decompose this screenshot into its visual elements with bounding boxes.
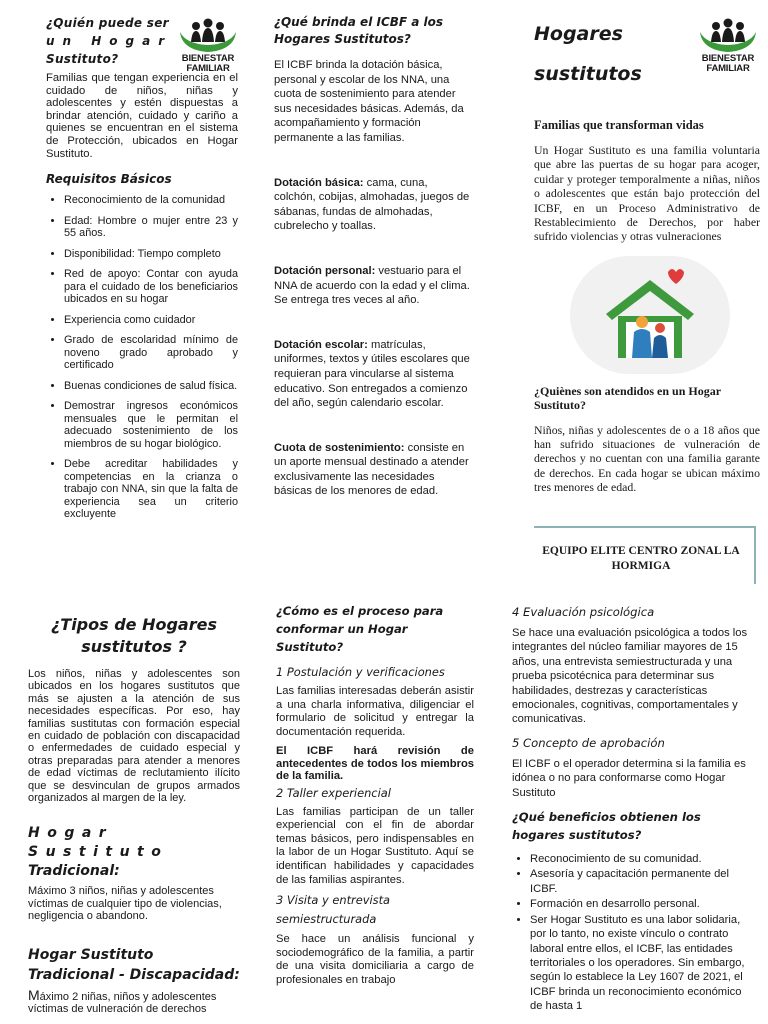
column-who-can-be [46, 14, 238, 574]
who-text: Familias que tengan experiencia en el cuidado de niños, niñas y adolescentes y estén dispuestas a brindar atención, cuidado y cariño a quienes se encuentran en el sistema de Protección, ubicados en Hogar Sustituto. [46, 72, 238, 160]
disability-text: Máximo 2 niñas, niños y adolescentes víctimas de vulneración de derechos [28, 986, 217, 1016]
step-2-title: 2 Taller experiencial [276, 785, 391, 800]
who-heading: ¿Quién puede ser un Hogar Sustituto? [46, 16, 173, 66]
cover-subtitle: Familias que transforman vidas [534, 118, 704, 132]
requirements-title: Requisitos Básicos [46, 172, 172, 187]
house-family-illustration [570, 256, 730, 374]
list-item: • Experiencia como cuidador [64, 314, 238, 327]
list-item: • Reconocimiento de la comunidad [64, 194, 238, 207]
types-title: ¿Tipos de Hogares sustitutos ? [51, 615, 217, 656]
list-item: • Asesoría y capacitación permanente del ICBF. [530, 867, 748, 896]
item-personal: Dotación personal: vestuario para el NNA de acuerdo con la edad y el clima. Se entrega tres veces al año. [274, 264, 470, 307]
column-what-icbf-provides [274, 14, 470, 574]
step-3-title: 3 Visita y entrevista semiestructurada [276, 893, 391, 927]
traditional-heading: Hogar Sustituto Tradicional: [28, 825, 169, 880]
who-attended-text: Niños, niñas y adolescentes de o a 18 años que han sufrido situaciones de vulneración de derechos y no cuentan con una familia garante de derechos. En cada hogar se ubican máximo tres menores de edad. [534, 422, 760, 495]
step-4-title: 4 Evaluación psicológica [512, 605, 655, 619]
process-heading: ¿Cómo es el proceso para conformar un Hogar Sustituto? [276, 604, 444, 654]
step-4-text: Se hace una evaluación psicológica a todos los integrantes del núcleo familiar mayores de 15 años, una entrevista semiestructurada y una prueba psicotécnica para determinar sus habilidades, destrezas y características emocionales, cognitivas, comportamentales y comunicativas. [512, 627, 748, 726]
step-1-text: Las familias interesadas deberán asistir a una charla informativa, diligenciar el formulario de solicitud y entregar la documentación requerida. [276, 685, 474, 738]
list-item: • Edad: Hombre o mujer entre 23 y 55 años. [64, 215, 238, 240]
step-3-text: Se hace un análisis funcional y sociodemográfico de la familia, a partir de una visita domiciliaria a cargo de profesionales en trabajo [276, 933, 474, 986]
logo-text-line1: BIENESTAR [701, 53, 755, 64]
provides-intro: El ICBF brinda la dotación básica, personal y escolar de los NNA, una cuota de sostenimiento para atender sus necesidades básicas. Además, da acompañamiento y formación permanente a las familias. [274, 59, 464, 144]
requirements-list [46, 194, 238, 521]
list-item: • Grado de escolaridad mínimo de noveno grado aprobado y certificado [64, 334, 238, 372]
heart-icon [668, 269, 684, 284]
list-item: • Formación en desarrollo personal. [530, 897, 748, 911]
team-box: EQUIPO ELITE CENTRO ZONAL LA HORMIGA [534, 526, 756, 584]
logo-text-line2: FAMILIAR [706, 62, 750, 74]
logo-text-line1: BIENESTAR [181, 53, 235, 64]
who-attended-heading: ¿Quiènes son atendidos en un Hogar Sustituto? [534, 383, 721, 413]
item-basic: Dotación básica: cama, cuna, colchón, cobijas, almohadas, juegos de sábanas, fundas de almohadas, cubrelecho y toallas. [274, 176, 470, 233]
column-types [28, 614, 240, 1024]
cover-intro: Un Hogar Sustituto es una familia voluntaria que abre las puertas de su hogar para acoger, cuidar y proteger temporalmente a niñas, niños o adolescentes que están bajo protección del ICBF, en un Proceso Administrativo de Restablecimiento de Derechos, por haber sufrido violencias y otras vulneraciones [534, 143, 760, 244]
column-cover [534, 14, 760, 584]
types-intro: Los niños, niñas y adolescentes son ubicados en los hogares sustitutos que más se ajusten a la atención de sus necesidades específicas. Por eso, hay familias sustitutas con formación especial en cuidado de población con discapacidad o enfermedades de cuidado especial y otras preparadas para atender a menores de edad víctimas de reclutamiento ilícito que se desvinculan de grupos armados organizados al margen de la ley. [28, 668, 240, 805]
logo-text-line2: FAMILIAR [186, 62, 230, 74]
list-item: • Red de apoyo: Contar con ayuda para el cuidado de los beneficiarios ubicados en su hogar [64, 268, 238, 306]
step-1-title: 1 Postulación y verificaciones [276, 665, 445, 679]
list-item: • Reconocimiento de su comunidad. [530, 852, 748, 866]
benefits-list [512, 852, 748, 1013]
column-evaluation-benefits [512, 604, 748, 1024]
house-family-icon [570, 256, 730, 374]
step-5-title: 5 Concepto de aprobación [512, 735, 665, 750]
step-1-note: El ICBF hará revisión de antecedentes de todos los miembros de la familia. [276, 745, 474, 783]
item-support-quota: Cuota de sostenimiento: consiste en un aporte mensual destinado a atender exclusivamente las necesidades básicas de los menores de edad. [274, 441, 469, 498]
list-item: • Demostrar ingresos económicos mensuales que le permitan el adecuado sostenimiento de los miembros de su hogar biológico. [64, 400, 238, 450]
list-item: • Buenas condiciones de salud física. [64, 380, 238, 393]
cover-title: Hogares sustitutos [534, 23, 642, 85]
benefits-heading: ¿Qué beneficios obtienen los hogares sustitutos? [512, 810, 701, 843]
list-item: • Debe acreditar habilidades y competencias en la crianza o trabajo con NNA, sin que la falta de experiencia sea un criterio excluyente [64, 458, 238, 521]
provides-heading: ¿Qué brinda el ICBF a los Hogares Sustitutos? [274, 15, 444, 46]
column-process [276, 602, 474, 1024]
disability-heading: Hogar Sustituto Tradicional - Discapacidad: [28, 946, 240, 983]
step-5-text: El ICBF o el operador determina si la familia es idónea o no para conformarse como Hogar Sustituto [512, 757, 746, 799]
item-school: Dotación escolar: matrículas, uniformes, textos y útiles escolares que requieran para vincularse al sistema educativo. Son entregados a comienzo del año, según calendario escolar. [274, 338, 470, 410]
list-item: • Ser Hogar Sustituto es una labor solidaria, por lo tanto, no existe vínculo o contrato laboral entre ellos, el ICBF, las entidades territoriales o los operadores. Sin embargo, según lo establece la Ley 1607 de 2021, el ICBF brinda un reconocimiento económico de hasta 1 [530, 913, 748, 1014]
step-2-text: Las familias participan de un taller experiencial con el fin de abordar temas básicos, pero indispensables en la labor de un Hogar Sustituto. Aquí se identifican habilidades y capacidades de las familias aspirantes. [276, 805, 474, 886]
list-item: • Disponibilidad: Tiempo completo [64, 248, 238, 261]
traditional-text: Máximo 3 niños, niñas y adolescentes víctimas de cualquier tipo de violencias, negligencia o abandono. [28, 885, 222, 923]
